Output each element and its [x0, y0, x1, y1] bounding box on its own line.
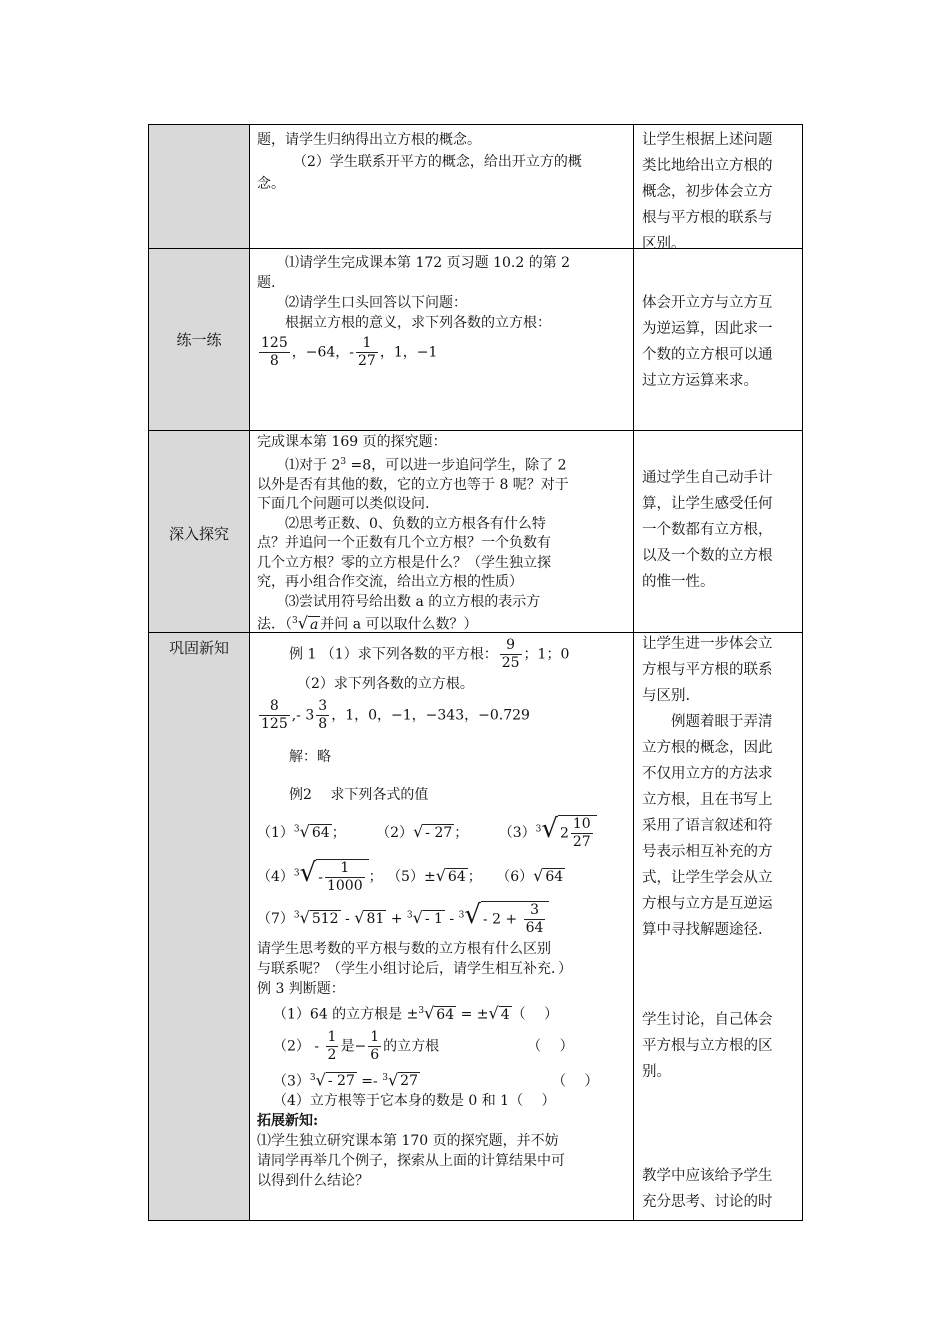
note-line: 充分思考、讨论的时: [642, 1194, 773, 1210]
row4-notes: [642, 631, 802, 943]
row3-label: 深入探究: [168, 525, 229, 543]
row4-notes-discussion: [642, 1007, 802, 1085]
row2-label: 练一练: [176, 331, 222, 349]
row4-label: 巩固新知: [168, 639, 229, 657]
note-line: 式，让学生学会从立: [642, 870, 773, 886]
note-line: 别。: [642, 1064, 671, 1080]
note-line: 立方根的概念，因此: [642, 740, 773, 756]
row2-notes: [642, 290, 802, 394]
think-line: 与联系呢？（学生小组讨论后，请学生相互补充．）: [257, 961, 572, 977]
example-2-row: $(7)^3√$ 512 - √ 81 + $^3$√ - 1 - $^3$√ - 2 + $\frac{3}{64}$: [257, 901, 637, 937]
note-line: 教学中应该给予学生: [642, 1168, 773, 1184]
lesson-table: [148, 124, 803, 1221]
row2-line: ⑴请学生完成课本第 172 页习题 10.2 的第 2: [285, 255, 571, 271]
note-line: 概念，初步体会立方: [642, 184, 773, 200]
note-line: 个数的立方根可以通: [642, 347, 773, 363]
row1-line: 念。: [257, 176, 285, 192]
extension-line: 请同学再举几个例子，探索从上面的计算结果中可: [257, 1153, 565, 1170]
note-line: 一个数都有立方根，: [642, 522, 773, 538]
judge-item: （4）立方根等于它本身的数是 0 和 1（ ）: [273, 1093, 556, 1110]
note-line: 采用了语言叙述和符: [642, 818, 773, 834]
note-line: 平方根与立方根的区: [642, 1038, 773, 1054]
row3-notes: [642, 465, 802, 595]
column-divider-1: [249, 125, 250, 1220]
note-line: 的惟一性。: [642, 574, 715, 590]
row3-line: ⑵思考正数、0、负数的立方根各有什么特: [285, 515, 546, 532]
judge-item: $(3)^3√ - 27 =- ^3√$ 27 （ ）: [273, 1070, 599, 1090]
row4-content: [257, 635, 637, 1191]
row3-line: 点？并追问一个正数有几个立方根？一个负数有: [257, 535, 551, 552]
note-line: 体会开立方与立方互: [642, 295, 773, 311]
example-3-title: 例 3 判断题：: [257, 981, 345, 997]
row3-line: ⑴对于 $2^3 =8$，可以进一步追问学生，除了 2: [285, 456, 567, 474]
note-line: 立方根，且在书写上: [642, 792, 773, 808]
note-line: 例题着眼于弄清: [671, 714, 773, 730]
row4-notes-teaching: [642, 1163, 802, 1215]
note-line: 算中寻找解题途径.: [642, 922, 763, 938]
think-line: 请学生思考数的平方根与数的立方根有什么区别: [257, 941, 551, 957]
label-column: [149, 125, 249, 1220]
row3-line: 下面几个问题可以类似设问.: [257, 496, 430, 513]
note-line: 方根与平方根的联系: [642, 662, 773, 678]
row3-line: ⑶尝试用符号给出数 a 的立方根的表示方: [285, 593, 541, 610]
example-1-line: （2）求下列各数的立方根。: [297, 676, 474, 692]
row1-line: （2）学生联系开平方的概念，给出开立方的概: [293, 154, 582, 170]
note-line: 与区别.: [642, 688, 691, 704]
row1-line: 题，请学生归纳得出立方根的概念。: [257, 132, 481, 148]
row2-line: 根据立方根的意义，求下列各数的立方根：: [285, 315, 551, 331]
note-line: 算，让学生感受任何: [642, 496, 773, 512]
row3-line: 法．（$^3$√ a 并问 a 可以取什么数？）: [257, 613, 478, 633]
row2-line: 题.: [257, 275, 276, 291]
row2-expression: $\frac{125}{8}$ ，−64，- $\frac{1}{27}$ ，1，−1: [261, 335, 438, 369]
note-line: 类比地给出立方根的: [642, 158, 773, 174]
extension-line: ⑴学生独立研究课本第 170 页的探究题，并不妨: [257, 1133, 559, 1150]
note-line: 为逆运算，因此求一: [642, 321, 773, 337]
row2-line: ⑵请学生口头回答以下问题：: [285, 295, 467, 311]
row-divider-2: [149, 430, 802, 431]
note-line: 方根与立方是互逆运: [642, 896, 773, 912]
note-line: 通过学生自己动手计: [642, 470, 773, 486]
judge-item: （2） - $\frac{1}{2}$ 是− $\frac{1}{6}$ 的立方根 （ ）: [273, 1028, 574, 1063]
example-1-line: 例 1 （1）求下列各数的平方根： $\frac{9}{25}$ ；1；0: [289, 637, 570, 671]
note-line: 学生讨论，自己体会: [642, 1012, 773, 1028]
note-line: 让学生根据上述问题: [642, 132, 773, 148]
extension-line: 以得到什么结论？: [257, 1173, 369, 1190]
fraction: $\frac{125}{8}$: [261, 335, 288, 369]
row1-content: [257, 129, 637, 195]
note-line: 过立方运算来求。: [642, 373, 758, 389]
fraction: $\frac{1}{27}$: [358, 335, 376, 369]
note-line: 以及一个数的立方根: [642, 548, 773, 564]
example-2-title: 例2 求下列各式的值: [289, 787, 429, 803]
example-1-line: $\frac{8}{125}$ ,- 3 $\frac{3}{8}$ ，1，0，−1，−343，−0.729: [261, 698, 530, 732]
example-2-row: $(1)^3√$ 64 ； （2）√ - 27 ； $(3)^3√$ 2 $\frac{10}{27}$: [257, 815, 637, 851]
row1-notes: [642, 127, 802, 257]
row3-line: 几个立方根？零的立方根是什么？（学生独立探: [257, 554, 551, 571]
row3-line: 以外是否有其他的数，它的立方也等于 8 呢？对于: [257, 476, 569, 493]
example-2-row: $(4)^3√$ - $\frac{1}{1000}$ ； （5）±√ 64 ； （6）√ 64: [257, 858, 564, 894]
note-line: 号表示相互补充的方: [642, 844, 773, 860]
note-line: 根与平方根的联系与: [642, 210, 773, 226]
row3-content: [257, 433, 637, 635]
note-line: 让学生进一步体会立: [642, 636, 773, 652]
extension-title: 拓展新知:: [257, 1113, 319, 1130]
note-line: 不仅用立方的方法求: [642, 766, 773, 782]
judge-item: （1）64 的立方根是 ±$^3$√ 64 = ±√ 4 （ ）: [273, 1003, 559, 1023]
row3-line: 究，再小组合作交流，给出立方根的性质）: [257, 574, 523, 591]
row2-content: [257, 253, 637, 370]
note-line: 区别。: [642, 236, 686, 252]
solution-line: 解：略: [289, 749, 331, 765]
row3-line: 完成课本第 169 页的探究题：: [257, 434, 447, 450]
